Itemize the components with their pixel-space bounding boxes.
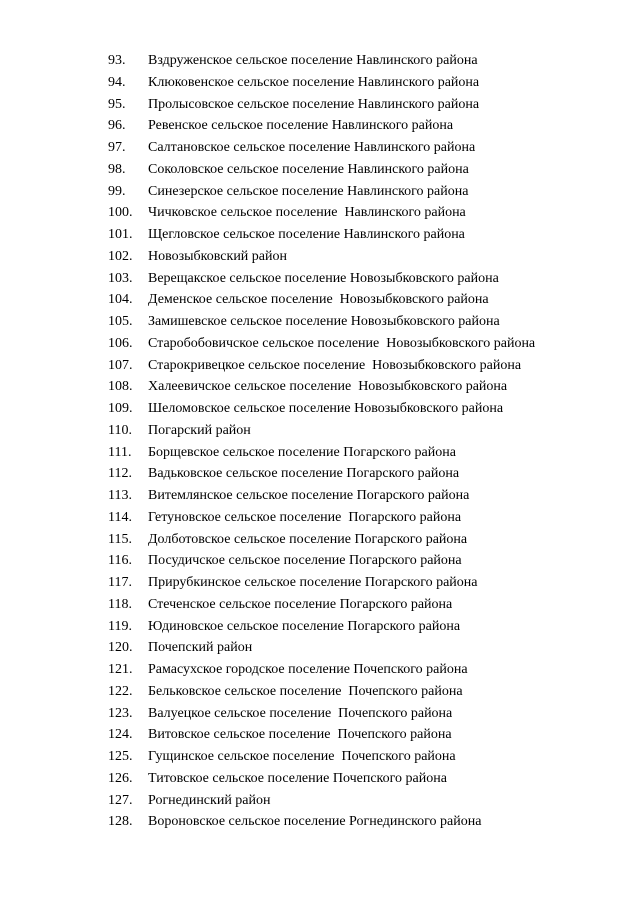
item-number: 94.	[108, 74, 126, 90]
item-text: Ревенское сельское поселение Навлинского района	[148, 118, 454, 134]
list-item	[0, 529, 640, 551]
list-item	[0, 268, 640, 290]
item-number: 98.	[108, 161, 126, 177]
list-item	[0, 94, 640, 116]
item-text: Валуецкое сельское поселение Почепского района	[148, 705, 453, 721]
item-text: Посудичское сельское поселение Погарского района	[148, 553, 462, 569]
settlement-list	[0, 50, 640, 833]
item-text: Гетуновское сельское поселение Погарского района	[148, 509, 462, 525]
item-text: Рамасухское городское поселение Почепского района	[148, 662, 468, 677]
item-number: 122.	[108, 683, 133, 699]
item-number: 99.	[108, 183, 126, 199]
item-text: Рогнединский район	[148, 792, 271, 808]
item-number: 111.	[108, 444, 132, 460]
item-text: Прирубкинское сельское поселение Погарского района	[148, 575, 478, 590]
item-number: 121.	[108, 662, 133, 677]
list-item	[0, 50, 640, 72]
item-number: 110.	[108, 422, 132, 438]
list-item	[0, 550, 640, 572]
item-text: Пролысовское сельское поселение Навлинского района	[148, 96, 480, 112]
item-text: Шеломовское сельское поселение Новозыбковского района	[148, 401, 504, 416]
item-number: 125.	[108, 749, 133, 764]
list-item	[0, 485, 640, 507]
item-number: 123.	[108, 705, 133, 721]
item-number: 117.	[108, 575, 132, 590]
item-number: 115.	[108, 531, 132, 547]
item-number: 116.	[108, 553, 132, 569]
item-number: 120.	[108, 640, 133, 656]
item-number: 128.	[108, 814, 133, 830]
item-text: Витовское сельское поселение Почепского района	[148, 727, 452, 743]
list-item	[0, 333, 640, 355]
item-text: Щегловское сельское поселение Навлинского района	[148, 227, 465, 242]
item-number: 113.	[108, 488, 132, 503]
list-item	[0, 224, 640, 246]
list-item	[0, 376, 640, 398]
list-item	[0, 398, 640, 420]
item-number: 97.	[108, 140, 126, 155]
item-text: Соколовское сельское поселение Навлинского района	[148, 161, 469, 177]
list-item	[0, 507, 640, 529]
list-item	[0, 790, 640, 812]
item-number: 107.	[108, 357, 133, 373]
item-number: 100.	[108, 205, 133, 221]
list-item	[0, 137, 640, 159]
item-text: Почепский район	[148, 640, 253, 656]
item-number: 109.	[108, 401, 133, 416]
item-text: Гущинское сельское поселение Почепского района	[148, 749, 456, 764]
item-number: 108.	[108, 379, 133, 395]
item-text: Халеевичское сельское поселение Новозыбковского района	[148, 379, 508, 395]
item-number: 101.	[108, 227, 133, 242]
list-item	[0, 724, 640, 746]
item-number: 114.	[108, 509, 132, 525]
item-text: Новозыбковский район	[148, 248, 288, 264]
item-text: Вороновское сельское поселение Рогнединского района	[148, 814, 482, 830]
list-item	[0, 616, 640, 638]
item-text: Старобобовичское сельское поселение Новозыбковского района	[148, 335, 536, 351]
item-text: Борщевское сельское поселение Погарского района	[148, 444, 456, 460]
item-text: Замишевское сельское поселение Новозыбковского района	[148, 314, 500, 329]
item-number: 124.	[108, 727, 133, 743]
item-number: 127.	[108, 792, 133, 808]
list-item	[0, 572, 640, 594]
item-text: Долботовское сельское поселение Погарского района	[148, 531, 468, 547]
item-text: Синезерское сельское поселение Навлинского района	[148, 183, 469, 199]
item-number: 105.	[108, 314, 133, 329]
item-text: Чичковское сельское поселение Навлинского района	[148, 205, 466, 221]
list-item	[0, 594, 640, 616]
item-text: Вздруженское сельское поселение Навлинского района	[148, 53, 478, 68]
list-item	[0, 115, 640, 137]
list-item	[0, 659, 640, 681]
item-text: Деменское сельское поселение Новозыбковского района	[148, 292, 489, 308]
item-text: Стеченское сельское поселение Погарского района	[148, 596, 453, 612]
item-text: Юдиновское сельское поселение Погарского района	[148, 618, 461, 634]
item-number: 106.	[108, 335, 133, 351]
list-item	[0, 181, 640, 203]
list-item	[0, 681, 640, 703]
item-text: Бельковское сельское поселение Почепского района	[148, 683, 463, 699]
item-number: 126.	[108, 770, 133, 786]
list-item	[0, 246, 640, 268]
item-number: 96.	[108, 118, 126, 134]
list-item	[0, 289, 640, 311]
list-item	[0, 463, 640, 485]
item-number: 104.	[108, 292, 133, 308]
list-item	[0, 355, 640, 377]
item-number: 119.	[108, 618, 132, 634]
list-item	[0, 746, 640, 768]
item-number: 118.	[108, 596, 132, 612]
list-item	[0, 420, 640, 442]
list-item	[0, 811, 640, 833]
item-text: Старокривецкое сельское поселение Новозыбковского района	[148, 357, 522, 373]
item-number: 95.	[108, 96, 126, 112]
list-item	[0, 768, 640, 790]
item-text: Верещакское сельское поселение Новозыбковского района	[148, 270, 499, 286]
item-text: Титовское сельское поселение Почепского района	[148, 770, 447, 786]
list-item	[0, 159, 640, 181]
item-number: 112.	[108, 466, 132, 482]
item-number: 103.	[108, 270, 133, 286]
list-item	[0, 442, 640, 464]
item-text: Салтановское сельское поселение Навлинского района	[148, 140, 476, 155]
list-item	[0, 311, 640, 333]
list-item	[0, 72, 640, 94]
item-text: Вадьковское сельское поселение Погарского района	[148, 466, 460, 482]
list-item	[0, 703, 640, 725]
item-number: 102.	[108, 248, 133, 264]
list-item	[0, 202, 640, 224]
list-item	[0, 637, 640, 659]
item-text: Клюковенское сельское поселение Навлинского района	[148, 74, 480, 90]
item-text: Погарский район	[148, 422, 251, 438]
item-text: Витемлянское сельское поселение Погарского района	[148, 488, 470, 503]
item-number: 93.	[108, 53, 126, 68]
